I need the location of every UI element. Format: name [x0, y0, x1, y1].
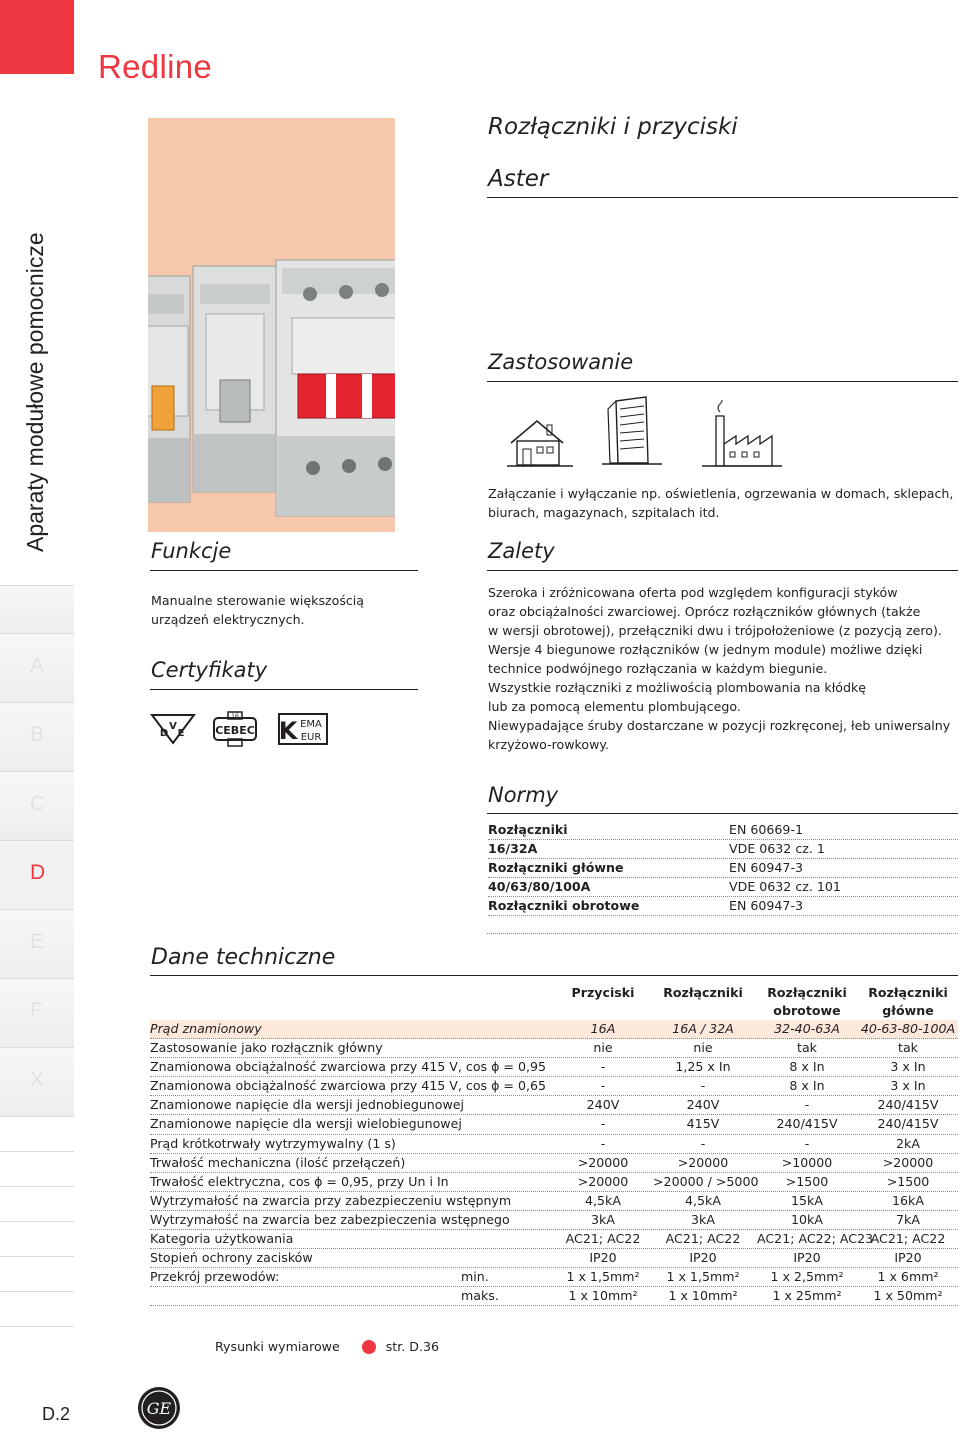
table-row: [150, 1192, 958, 1211]
table-cell: >20000 / >5000: [653, 1173, 759, 1189]
table-cell: IP20: [894, 1250, 922, 1266]
red-dot-icon: [362, 1340, 376, 1354]
row-label: Prąd znamionowy: [150, 1021, 262, 1036]
table-cell: 3kA: [591, 1211, 615, 1227]
vde-mark: [150, 713, 196, 745]
table-cell: >1500: [886, 1173, 930, 1189]
row-sublabel: maks.: [461, 1288, 499, 1304]
row-label: Stopień ochrony zacisków: [150, 1250, 313, 1266]
svg-text:GE: GE: [146, 1399, 172, 1418]
row-label: Przekrój przewodów:: [150, 1269, 280, 1285]
sidebar-line: [0, 1186, 74, 1221]
sidebar-line: [0, 1291, 74, 1326]
table-cell: 240/415V: [877, 1097, 939, 1113]
advantages-heading: Zalety: [488, 539, 555, 563]
norms-heading: Normy: [488, 783, 559, 807]
table-cell: 4,5kA: [585, 1192, 621, 1208]
table-cell: 240/415V: [776, 1116, 838, 1132]
table-cell: AC21; AC22: [665, 1231, 741, 1247]
column-header: Przyciski: [571, 985, 635, 1000]
table-cell: >20000: [677, 1154, 729, 1170]
table-cell: IP20: [689, 1250, 717, 1266]
table-cell: 3kA: [691, 1211, 715, 1227]
table-cell: 415V: [686, 1116, 720, 1132]
table-cell: >10000: [781, 1154, 833, 1170]
norm-row: Rozłączniki główne EN 60947-3: [488, 859, 958, 878]
table-cell: AC21; AC22: [870, 1231, 946, 1247]
table-row: [150, 1154, 958, 1173]
table-cell: 1 x 25mm²: [772, 1288, 842, 1304]
sidebar-tab-e[interactable]: E: [0, 909, 74, 978]
table-cell: -: [700, 1135, 706, 1151]
kema-mark: [278, 713, 328, 745]
svg-text:V: V: [169, 721, 177, 732]
svg-text:16: 16: [231, 713, 239, 720]
corner-red-block: [0, 0, 74, 74]
table-row: [150, 1287, 958, 1306]
sidebar-tab-d[interactable]: D: [0, 840, 74, 909]
table-cell: 1 x 1,5mm²: [566, 1269, 640, 1285]
table-body: [150, 1020, 958, 1306]
dimension-drawings-link[interactable]: [215, 1339, 439, 1354]
advantages-text: Szeroka i zróżnicowana oferta pod względem konfiguracji styków oraz obciążalności zwarciowej. Oprócz rozłączników głównych (także w wersji obrotowej), przełączniki dwu i trójpołożeniowe (z pozycją zero). Wersje 4 biegunowe rozłączników (w jednym module) możliwe dzięki technice podwójnego rozłączania w każdym biegunie. Wszystkie rozłączniki z możliwością plombowania na kłódkę lub za pomocą elementu plombującego. Niewypadające śruby dostarczane w pozycji rozkręconej, łeb uniwersalny krzyżowo-rowkowy.: [488, 585, 951, 752]
table-cell: 8 x In: [789, 1059, 825, 1075]
application-heading: Zastosowanie: [488, 350, 634, 374]
svg-text:D: D: [159, 728, 169, 739]
row-label: Wytrzymałość na zwarcia bez zabezpieczenia wstępnego: [150, 1211, 510, 1227]
table-cell: 2kA: [896, 1135, 920, 1151]
table-cell: 1 x 50mm²: [873, 1288, 943, 1304]
table-cell: 16kA: [892, 1192, 924, 1208]
table-cell: >1500: [785, 1173, 829, 1189]
table-cell: nie: [593, 1040, 613, 1056]
column-header: Rozłączniki: [663, 985, 743, 1000]
row-label: Wytrzymałość na zwarcia przy zabezpieczeniu wstępnym: [150, 1192, 512, 1208]
table-cell: 3 x In: [890, 1059, 926, 1075]
table-cell: 16A / 32A: [672, 1021, 734, 1036]
switch-3p-red: [276, 260, 395, 516]
table-cell: nie: [693, 1040, 713, 1056]
table-cell: -: [600, 1116, 606, 1132]
sidebar-tab-a[interactable]: A: [0, 633, 74, 702]
sidebar-title: Aparaty modułowe pomocnicze: [22, 232, 48, 552]
switch-1p-button: [148, 276, 190, 502]
application-text: Załączanie i wyłączanie np. oświetlenia, ogrzewania w domach, sklepach, biurach, magazynach, szpitalach itd.: [488, 486, 954, 520]
table-cell: -: [804, 1135, 810, 1151]
table-cell: -: [600, 1059, 606, 1075]
table-cell: 240/415V: [877, 1116, 939, 1132]
table-cell: IP20: [793, 1250, 821, 1266]
table-cell: 1 x 2,5mm²: [770, 1269, 844, 1285]
row-label: Trwałość mechaniczna (ilość przełączeń): [150, 1154, 406, 1170]
table-cell: >20000: [577, 1173, 629, 1189]
link-target: str. D.36: [385, 1339, 439, 1354]
table-cell: tak: [797, 1040, 817, 1056]
page-number: D.2: [42, 1404, 71, 1424]
divider: [487, 813, 958, 814]
table-cell: AC21; AC22: [565, 1231, 641, 1247]
table-row: [150, 1077, 958, 1096]
table-cell: -: [600, 1078, 606, 1094]
svg-text:K: K: [278, 717, 298, 745]
svg-text:CEBEC: CEBEC: [215, 724, 255, 737]
row-label: Znamionowe napięcie dla wersji wielobiegunowej: [150, 1116, 462, 1132]
row-label: Prąd krótkotrwały wytrzymywalny (1 s): [150, 1135, 396, 1151]
house-icon: [507, 413, 573, 468]
ge-logo: [137, 1386, 181, 1430]
table-cell: 40-63-80-100A: [860, 1021, 956, 1036]
sidebar-tab-x[interactable]: X: [0, 1047, 74, 1116]
brand-title: Redline: [98, 48, 213, 85]
sidebar-line: [0, 1116, 74, 1151]
functions-text: Manualne sterowanie większością urządzeń elektrycznych.: [151, 593, 365, 627]
table-cell: -: [700, 1078, 706, 1094]
table-row: [150, 1173, 958, 1192]
table-row: [150, 1268, 958, 1287]
column-header: Rozłączniki główne: [868, 985, 948, 1018]
sidebar-tab-b[interactable]: B: [0, 702, 74, 771]
sidebar-spacer: [0, 585, 74, 633]
table-row: [150, 1039, 958, 1058]
table-row: [150, 1249, 958, 1268]
norm-row: 40/63/80/100A VDE 0632 cz. 101: [488, 878, 958, 897]
table-row: [150, 1230, 958, 1249]
norms-table: [488, 821, 958, 916]
table-row: [150, 1135, 958, 1154]
table-row: [150, 1096, 958, 1115]
table-cell: 4,5kA: [685, 1192, 721, 1208]
sidebar-line: [0, 1221, 74, 1256]
row-label: Kategoria użytkowania: [150, 1231, 294, 1247]
link-label: Rysunki wymiarowe: [215, 1339, 340, 1354]
table-row: [150, 1020, 958, 1039]
table-cell: 32-40-63A: [774, 1021, 840, 1036]
table-cell: 240V: [586, 1097, 620, 1113]
sidebar-line: [0, 1326, 74, 1347]
table-cell: 7kA: [896, 1211, 920, 1227]
sidebar-line: [0, 1256, 74, 1291]
table-cell: -: [600, 1135, 606, 1151]
norm-row: Rozłączniki EN 60669-1: [488, 821, 958, 840]
office-building-icon: [602, 395, 662, 467]
sidebar-tab-c[interactable]: C: [0, 771, 74, 840]
certificates-heading: Certyfikaty: [151, 658, 268, 682]
norm-row: Rozłączniki obrotowe EN 60947-3: [488, 897, 958, 916]
divider: [150, 570, 418, 571]
svg-text:EUR: EUR: [300, 732, 322, 743]
product-photo: [148, 118, 395, 532]
technical-heading: Dane techniczne: [151, 945, 336, 970]
row-label: Zastosowanie jako rozłącznik główny: [150, 1040, 383, 1056]
table-row: [150, 1115, 958, 1134]
table-cell: 10kA: [791, 1211, 823, 1227]
table-cell: 1 x 10mm²: [668, 1288, 738, 1304]
divider: [150, 975, 958, 976]
svg-text:EMA: EMA: [300, 719, 322, 730]
page-title: Rozłączniki i przyciski: [488, 114, 738, 140]
table-cell: AC21; AC22; AC23: [757, 1231, 874, 1247]
divider: [487, 197, 958, 198]
table-cell: 1 x 10mm²: [568, 1288, 638, 1304]
factory-icon: [702, 400, 782, 468]
row-label: Znamionowe napięcie dla wersji jednobiegunowej: [150, 1097, 465, 1113]
technical-table: [150, 984, 958, 1306]
table-header: [150, 984, 958, 1020]
divider: [487, 381, 958, 382]
cebec-mark: [212, 710, 258, 748]
table-cell: tak: [898, 1040, 918, 1056]
table-cell: -: [804, 1097, 810, 1113]
page-subtitle: Aster: [488, 166, 549, 192]
table-cell: 15kA: [791, 1192, 823, 1208]
divider: [150, 689, 418, 690]
table-row: [150, 1058, 958, 1077]
norm-row: 16/32A VDE 0632 cz. 1: [488, 840, 958, 859]
table-cell: 8 x In: [789, 1078, 825, 1094]
switch-1p: [193, 266, 277, 492]
divider: [487, 933, 958, 934]
column-header: Rozłączniki obrotowe: [767, 985, 847, 1018]
row-sublabel: min.: [461, 1269, 489, 1285]
table-cell: IP20: [589, 1250, 617, 1266]
table-cell: 240V: [686, 1097, 720, 1113]
row-label: Znamionowa obciążalność zwarciowa przy 415 V, cos ɸ = 0,65: [150, 1078, 547, 1094]
table-row: [150, 1211, 958, 1230]
divider: [487, 570, 958, 571]
row-label: Trwałość elektryczna, cos ɸ = 0,95, przy Un i In: [150, 1173, 449, 1189]
table-cell: 3 x In: [890, 1078, 926, 1094]
sidebar-line: [0, 1151, 74, 1186]
row-label: Znamionowa obciążalność zwarciowa przy 415 V, cos ɸ = 0,95: [150, 1059, 547, 1075]
table-cell: 16A: [590, 1021, 616, 1036]
sidebar-tab-f[interactable]: F: [0, 978, 74, 1047]
table-cell: >20000: [882, 1154, 934, 1170]
table-cell: 1,25 x In: [675, 1059, 731, 1075]
svg-text:E: E: [177, 728, 185, 739]
functions-heading: Funkcje: [151, 539, 232, 563]
table-cell: 1 x 1,5mm²: [666, 1269, 740, 1285]
table-cell: 1 x 6mm²: [877, 1269, 939, 1285]
table-cell: >20000: [577, 1154, 629, 1170]
